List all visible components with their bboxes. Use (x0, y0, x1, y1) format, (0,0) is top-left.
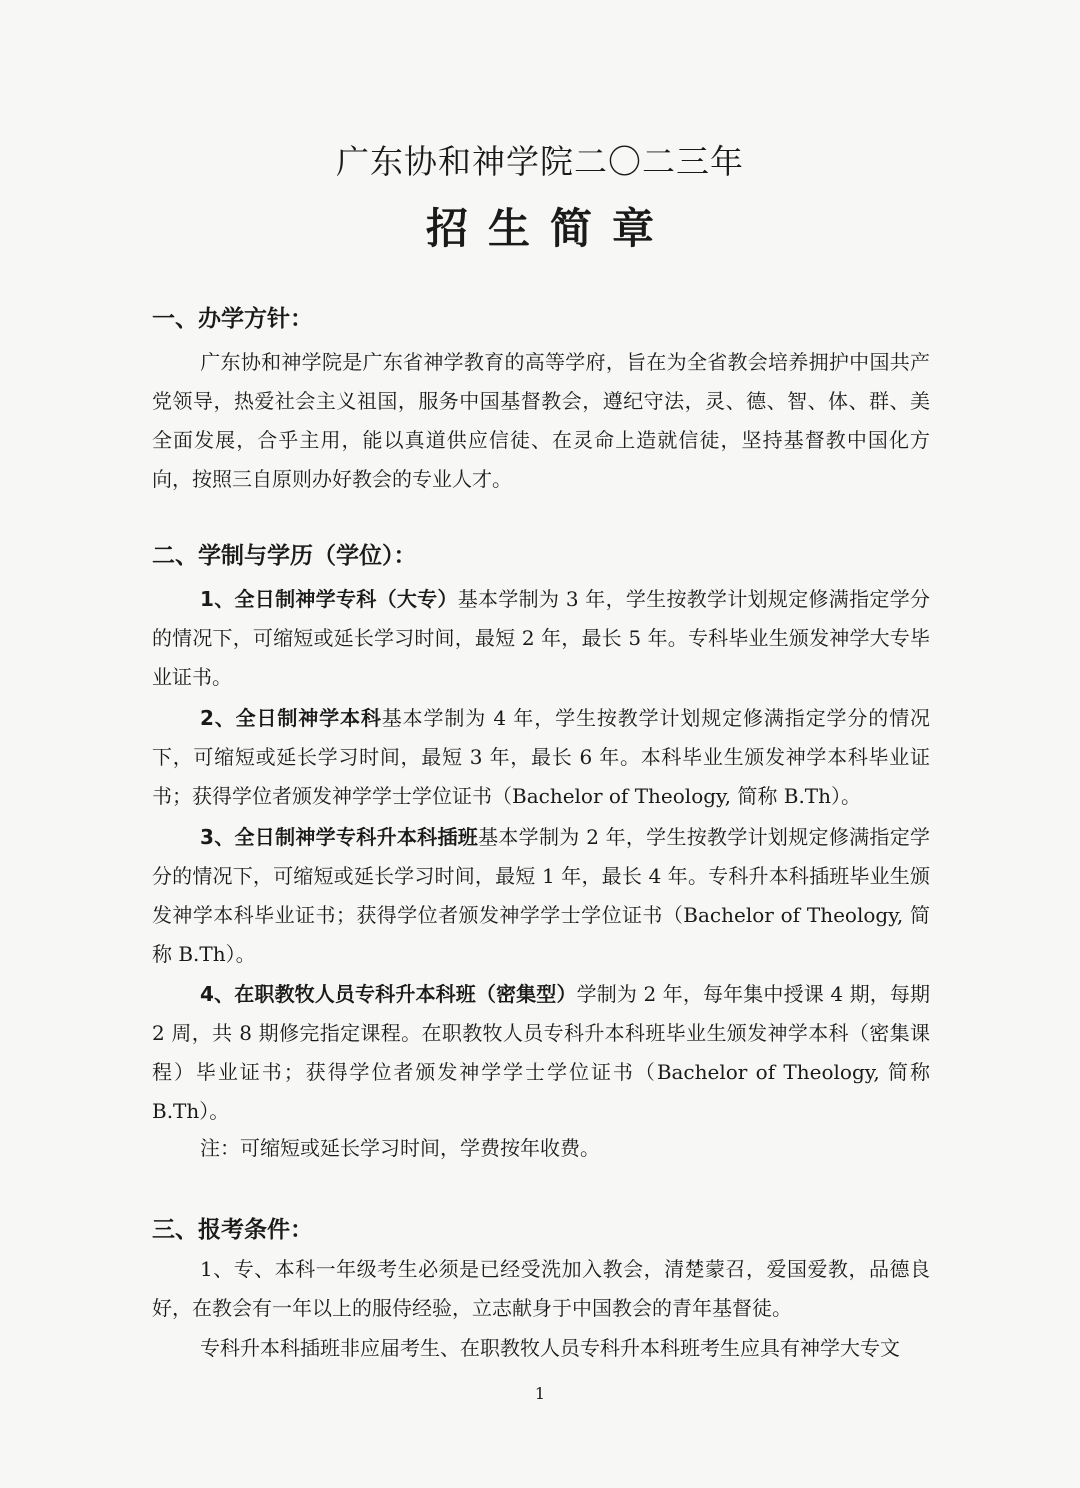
section3-heading: 三、报考条件： (152, 1217, 313, 1243)
note-text: 注：可缩短或延长学习时间，学费按年收费。 (200, 1136, 600, 1160)
item4-text: 学制为 2 年，每年集中授课 4 期，每期 2 周，共 8 期修完指定课程。在职教牧人员专科升本科班毕业生颁发神学本科（密集课程）毕业证书；获得学位者颁发神学学士学位证书（Bachelor of Theology, 简称 B.Th）。 (152, 982, 930, 1123)
section2-item2 (152, 699, 930, 816)
section1-paragraph (152, 343, 930, 499)
item1-title: 1、全日制神学专科（大专） (200, 587, 458, 611)
section1-text: 广东协和神学院是广东省神学教育的高等学府，旨在为全省教会培养拥护中国共产党领导，热爱社会主义祖国，服务中国基督教会，遵纪守法，灵、德、智、体、群、美全面发展，合乎主用，能以真道供应信徒、在灵命上造就信徒，坚持基督教中国化方向，按照三自原则办好教会的专业人才。 (152, 350, 930, 491)
item2-title: 2、全日制神学本科 (200, 706, 382, 730)
item3-text: 基本学制为 2 年，学生按教学计划规定修满指定学分的情况下，可缩短或延长学习时间，最短 1 年，最长 4 年。专科升本科插班毕业生颁发神学本科毕业证书；获得学位者颁发神学学士学位证书（Bachelor of Theology, 简称 B.Th）。 (152, 825, 930, 966)
section2-note (152, 1129, 930, 1168)
section2-item4 (152, 975, 930, 1131)
para2-text: 专科升本科插班非应届考生、在职教牧人员专科升本科班考生应具有神学大专文 (200, 1336, 900, 1360)
document-title-line2: 招生简章 (425, 204, 674, 253)
section2-item3 (152, 818, 930, 974)
section2-item1 (152, 580, 930, 697)
para1-text: 1、专、本科一年级考生必须是已经受洗加入教会，清楚蒙召，爱国爱教，品德良好，在教会有一年以上的服侍经验，立志献身于中国教会的青年基督徒。 (152, 1257, 930, 1320)
section3-para2 (152, 1329, 930, 1368)
item3-title: 3、全日制神学专科升本科插班 (200, 825, 479, 849)
page-number: 1 (534, 1384, 546, 1403)
section3-para1 (152, 1250, 930, 1328)
item2-text: 基本学制为 4 年，学生按教学计划规定修满指定学分的情况下，可缩短或延长学习时间，最短 3 年，最长 6 年。本科毕业生颁发神学本科毕业证书；获得学位者颁发神学学士学位证书（Bachelor of Theology, 简称 B.Th）。 (152, 706, 930, 808)
section2-heading: 二、学制与学历（学位）： (152, 543, 417, 569)
item1-text: 基本学制为 3 年，学生按教学计划规定修满指定学分的情况下，可缩短或延长学习时间，最短 2 年，最长 5 年。专科毕业生颁发神学大专毕业证书。 (152, 587, 930, 689)
document-title-line1: 广东协和神学院二〇二三年 (336, 142, 744, 181)
item4-title: 4、在职教牧人员专科升本科班（密集型） (200, 982, 577, 1006)
section1-heading: 一、办学方针： (152, 306, 313, 332)
